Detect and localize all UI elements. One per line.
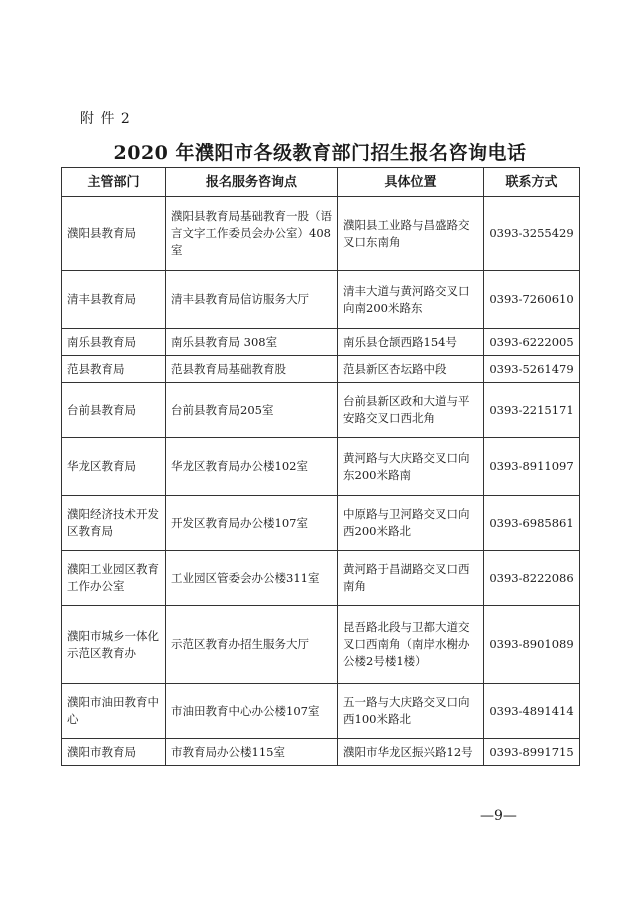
cell-location: 黄河路于昌湖路交叉口西南角 [338, 551, 484, 606]
cell-phone: 0393-6985861 [484, 496, 580, 551]
cell-location: 中原路与卫河路交叉口向西200米路北 [338, 496, 484, 551]
cell-phone: 0393-7260610 [484, 271, 580, 329]
cell-location: 昆吾路北段与卫都大道交叉口西南角（南岸水榭办公楼2号楼1楼） [338, 606, 484, 684]
cell-dept: 濮阳经济技术开发区教育局 [62, 496, 166, 551]
table-row [62, 684, 580, 739]
cell-phone: 0393-8911097 [484, 438, 580, 496]
cell-phone: 0393-4891414 [484, 684, 580, 739]
cell-phone: 0393-3255429 [484, 197, 580, 271]
cell-dept: 范县教育局 [62, 356, 166, 383]
cell-dept: 清丰县教育局 [62, 271, 166, 329]
cell-location: 濮阳县工业路与昌盛路交叉口东南角 [338, 197, 484, 271]
cell-dept: 濮阳工业园区教育工作办公室 [62, 551, 166, 606]
cell-service-point: 濮阳县教育局基础教育一股（语言文字工作委员会办公室）408室 [166, 197, 338, 271]
header-dept: 主管部门 [62, 168, 166, 197]
cell-location: 范县新区杏坛路中段 [338, 356, 484, 383]
cell-service-point: 清丰县教育局信访服务大厅 [166, 271, 338, 329]
header-location: 具体位置 [338, 168, 484, 197]
table-row [62, 271, 580, 329]
cell-service-point: 示范区教育办招生服务大厅 [166, 606, 338, 684]
cell-dept: 台前县教育局 [62, 383, 166, 438]
cell-dept: 濮阳市教育局 [62, 739, 166, 766]
cell-service-point: 南乐县教育局 308室 [166, 329, 338, 356]
page-number: —9— [480, 808, 517, 824]
cell-location: 南乐县仓颉西路154号 [338, 329, 484, 356]
cell-location: 清丰大道与黄河路交叉口向南200米路东 [338, 271, 484, 329]
cell-dept: 濮阳市城乡一体化示范区教育办 [62, 606, 166, 684]
table-row [62, 383, 580, 438]
cell-phone: 0393-8991715 [484, 739, 580, 766]
table-row [62, 606, 580, 684]
cell-dept: 濮阳县教育局 [62, 197, 166, 271]
cell-service-point: 开发区教育局办公楼107室 [166, 496, 338, 551]
cell-dept: 南乐县教育局 [62, 329, 166, 356]
cell-location: 黄河路与大庆路交叉口向东200米路南 [338, 438, 484, 496]
cell-service-point: 工业园区管委会办公楼311室 [166, 551, 338, 606]
table-row [62, 329, 580, 356]
cell-service-point: 华龙区教育局办公楼102室 [166, 438, 338, 496]
cell-service-point: 范县教育局基础教育股 [166, 356, 338, 383]
cell-service-point: 市油田教育中心办公楼107室 [166, 684, 338, 739]
cell-location: 台前县新区政和大道与平安路交叉口西北角 [338, 383, 484, 438]
cell-phone: 0393-2215171 [484, 383, 580, 438]
cell-location: 濮阳市华龙区振兴路12号 [338, 739, 484, 766]
page-title: 2020 年濮阳市各级教育部门招生报名咨询电话 [113, 142, 527, 164]
table-header-row [62, 168, 580, 197]
cell-service-point: 市教育局办公楼115室 [166, 739, 338, 766]
cell-phone: 0393-5261479 [484, 356, 580, 383]
table-row [62, 739, 580, 766]
header-contact: 联系方式 [484, 168, 580, 197]
cell-phone: 0393-8222086 [484, 551, 580, 606]
table-row [62, 551, 580, 606]
contact-table [61, 167, 580, 766]
cell-dept: 濮阳市油田教育中心 [62, 684, 166, 739]
table-row [62, 438, 580, 496]
attachment-label: 附 件 2 [80, 111, 131, 127]
table-row [62, 197, 580, 271]
cell-location: 五一路与大庆路交叉口向西100米路北 [338, 684, 484, 739]
table-row [62, 496, 580, 551]
table-row [62, 356, 580, 383]
cell-phone: 0393-8901089 [484, 606, 580, 684]
cell-dept: 华龙区教育局 [62, 438, 166, 496]
cell-phone: 0393-6222005 [484, 329, 580, 356]
cell-service-point: 台前县教育局205室 [166, 383, 338, 438]
header-service-point: 报名服务咨询点 [166, 168, 338, 197]
